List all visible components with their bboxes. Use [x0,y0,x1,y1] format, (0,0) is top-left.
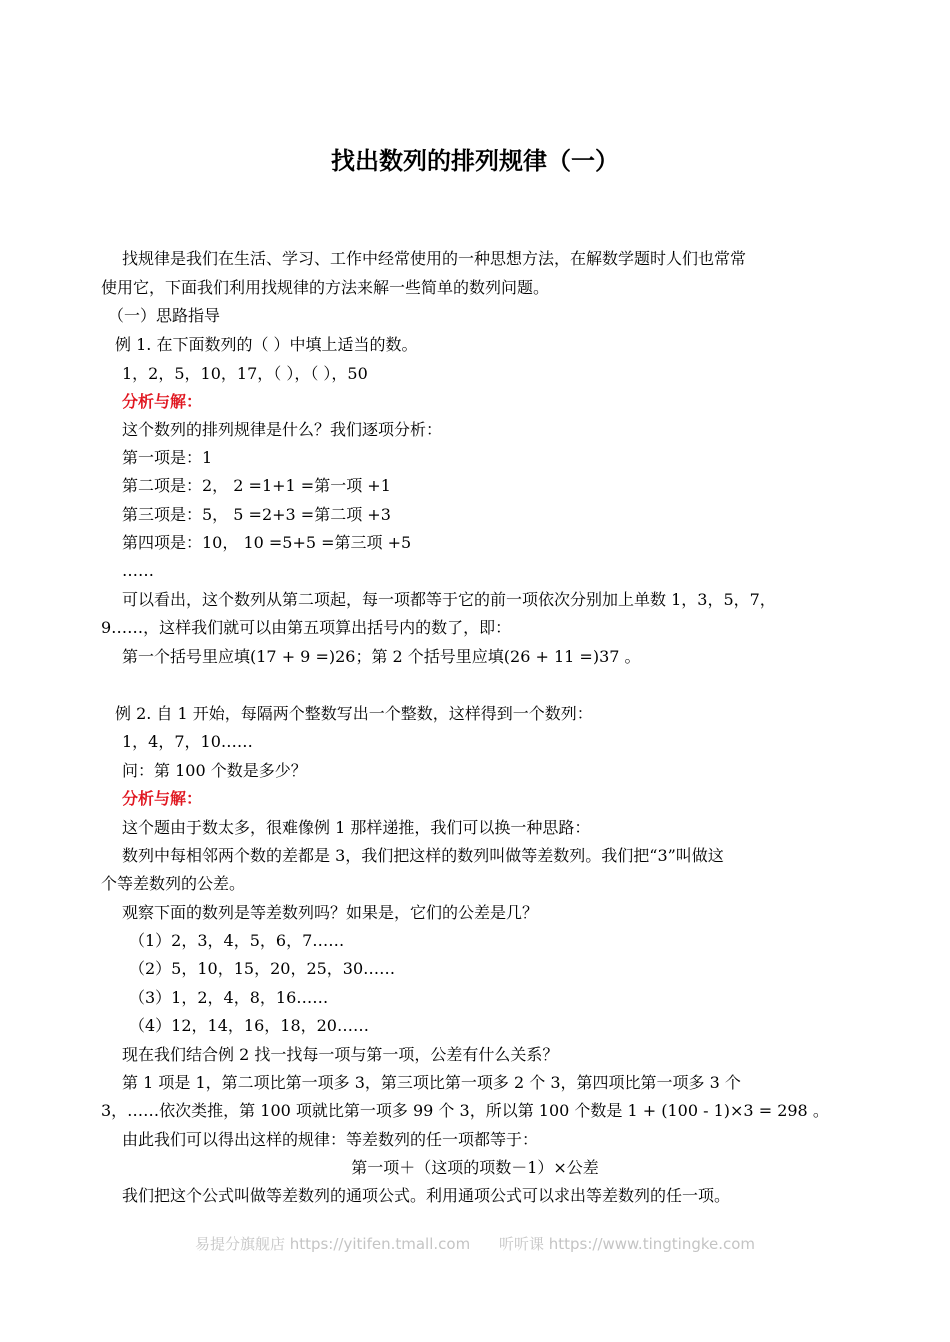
example-1-line: 第三项是：5， 5 =2+3 =第二项 +3 [122,505,391,524]
sequence-item-3: （3）1，2，4，8，16…… [129,988,329,1007]
footer-watermark [0,1233,950,1254]
example-2-line: 观察下面的数列是等差数列吗？如果是，它们的公差是几？ [122,903,539,922]
section-heading: （一）思路指导 [108,306,221,325]
example-2-sequence: 1，4，7，10…… [122,732,253,751]
example-2-conclusion: 我们把这个公式叫做等差数列的通项公式。利用通项公式可以求出等差数列的任一项。 [122,1186,731,1205]
example-2-line: 3，……依次类推，第 100 项就比第一项多 99 个 3，所以第 100 个数是 1 + (100 - 1)×3 = 298 。 [101,1101,829,1120]
example-1-line: 这个数列的排列规律是什么？我们逐项分析： [122,420,443,439]
general-term-formula: 第一项＋（这项的项数－1）×公差 [351,1158,599,1177]
intro-line-2: 使用它，下面我们利用找规律的方法来解一些简单的数列问题。 [101,278,550,297]
example-2-line: 数列中每相邻两个数的差都是 3，我们把这样的数列叫做等差数列。我们把“3”叫做这 [122,846,724,865]
example-1-question: 例 1. 在下面数列的（ ）中填上适当的数。 [115,335,418,354]
example-2-line: 由此我们可以得出这样的规律：等差数列的任一项都等于： [122,1130,539,1149]
sequence-item-2: （2）5，10，15，20，25，30…… [129,959,396,978]
sequence-item-1: （1）2，3，4，5，6，7…… [129,931,345,950]
example-1-line: 9……，这样我们就可以由第五项算出括号内的数了，即： [101,618,512,637]
example-2-line: 现在我们结合例 2 找一找每一项与第一项，公差有什么关系？ [122,1045,559,1064]
intro-line-1: 找规律是我们在生活、学习、工作中经常使用的一种思想方法，在解数学题时人们也常常 [122,249,747,268]
example-1-line: 第二项是：2， 2 =1+1 =第一项 +1 [122,476,391,495]
example-1-line: 可以看出，这个数列从第二项起，每一项都等于它的前一项依次分别加上单数 1，3，5，7， [122,590,776,609]
sequence-item-4: （4）12，14，16，18，20…… [129,1016,369,1035]
example-2-line: 这个题由于数太多，很难像例 1 那样递推，我们可以换一种思路： [122,818,591,837]
page-title: 找出数列的排列规律（一） [331,147,619,175]
example-2-analysis-label: 分析与解： [122,789,203,808]
example-2-line: 第 1 项是 1，第二项比第一项多 3，第三项比第一项多 2 个 3，第四项比第一项多 3 个 [122,1073,741,1092]
example-1-answer: 第一个括号里应填(17 + 9 =)26；第 2 个括号里应填(26 + 11 =)37 。 [122,647,641,666]
footer-link-yitifen[interactable]: 易提分旗舰店 https://yitifen.tmall.com [194,1235,471,1253]
example-1-line: 第四项是：10， 10 =5+5 =第三项 +5 [122,533,412,552]
example-2-ask: 问：第 100 个数是多少？ [122,761,307,780]
example-2-question: 例 2. 自 1 开始，每隔两个整数写出一个整数，这样得到一个数列： [115,704,593,723]
example-2-line: 个等差数列的公差。 [101,874,246,893]
example-1-analysis-label: 分析与解： [122,392,203,411]
example-1-line: …… [122,561,154,580]
footer-link-tingtingke[interactable]: 听听课 https://www.tingtingke.com [498,1235,756,1253]
example-1-sequence: 1，2，5，10，17，（ ），（ ），50 [122,364,368,383]
example-1-line: 第一项是：1 [122,448,213,467]
